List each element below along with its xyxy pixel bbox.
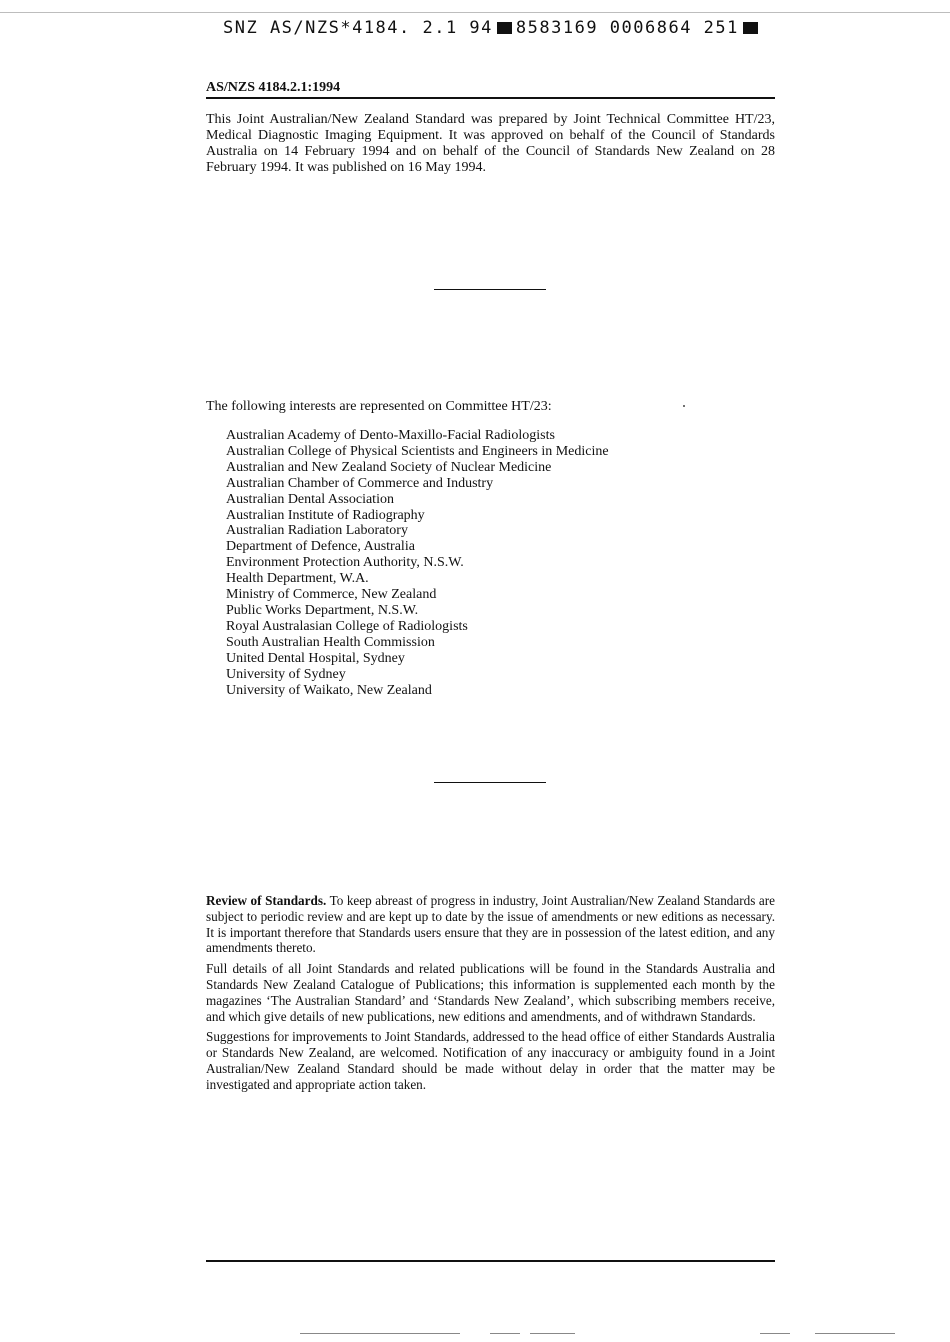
list-item: Health Department, W.A. xyxy=(226,571,369,587)
list-item: Australian Institute of Radiography xyxy=(226,507,425,523)
catalogue-paragraph: Full details of all Joint Standards and related publications will be found in the Standards Australia and Standards New Zealand Catalogue of Publications; this information is supplemented each month by the magazines ‘The Australian Standard’ and ‘Standards New Zealand’, which subscribing members receive, and which give details of new publications, new editions and amendments, and of withdrawn Standards. xyxy=(206,961,775,1024)
scan-edge-line xyxy=(815,1333,895,1334)
catalog-code-part2: 8583169 0006864 251 xyxy=(515,18,739,38)
list-item: Australian Academy of Dento-Maxillo-Facial Radiologists xyxy=(226,428,555,443)
scan-edge-line xyxy=(760,1333,790,1334)
list-item: Royal Australasian College of Radiologists xyxy=(226,618,468,634)
scan-edge-line xyxy=(300,1333,460,1334)
review-paragraph xyxy=(206,893,775,956)
catalog-code-part1: SNZ AS/NZS*4184. 2.1 94 xyxy=(223,18,493,38)
committee-heading: The following interests are represented on Committee HT/23: xyxy=(206,399,552,414)
list-item: University of Waikato, New Zealand xyxy=(226,682,432,698)
footer-rule xyxy=(206,1260,775,1262)
list-item: Ministry of Commerce, New Zealand xyxy=(226,587,437,603)
list-item: United Dental Hospital, Sydney xyxy=(226,650,405,666)
list-item: Environment Protection Authority, N.S.W. xyxy=(226,555,464,571)
document-id: AS/NZS 4184.2.1:1994 xyxy=(206,80,341,95)
list-item: Australian Radiation Laboratory xyxy=(226,523,408,539)
list-item: Department of Defence, Australia xyxy=(226,539,415,555)
scan-edge-line xyxy=(0,12,950,13)
review-heading: Review of Standards. xyxy=(206,893,327,908)
committee-member-list xyxy=(226,428,609,698)
suggestions-paragraph: Suggestions for improvements to Joint Standards, addressed to the head office of either Standards Australia or Standards New Zealand, are welcomed. Notification of any inaccuracy or ambiguity found in a Joint Australian/New Zealand Standard should be made without delay in order that the matter may be investigated and appropriate action taken. xyxy=(206,1029,775,1092)
title-rule xyxy=(206,97,775,99)
catalog-code-header xyxy=(223,18,762,38)
list-item: Australian College of Physical Scientists and Engineers in Medicine xyxy=(226,443,609,459)
section-separator xyxy=(434,289,546,290)
black-block-marker xyxy=(743,22,758,34)
review-of-standards-section xyxy=(206,893,775,1098)
section-separator xyxy=(434,782,546,783)
scan-speck xyxy=(683,405,685,407)
black-block-marker xyxy=(497,22,512,34)
intro-paragraph: This Joint Australian/New Zealand Standard was prepared by Joint Technical Committee HT/23, Medical Diagnostic Imaging Equipment. It was approved on behalf of the Council of Standards Australia on 14 February 1994 and on behalf of the Council of Standards New Zealand on 28 February 1994. It was published on 16 May 1994. xyxy=(206,112,775,175)
list-item: Australian Chamber of Commerce and Industry xyxy=(226,475,494,491)
scan-edge-line xyxy=(490,1333,520,1334)
list-item: Public Works Department, N.S.W. xyxy=(226,602,419,618)
scan-edge-line xyxy=(530,1333,575,1334)
list-item: Australian and New Zealand Society of Nuclear Medicine xyxy=(226,459,552,475)
list-item: University of Sydney xyxy=(226,666,346,682)
review-paragraph-text: To keep abreast of progress in industry, Joint Australian/New Zealand Standards are subject to periodic review and are kept up to date by the issue of amendments or new editions as necessary. It is important therefore that Standards users ensure that they are in possession of the latest edition, and any amendments thereto. xyxy=(206,893,775,956)
list-item: Australian Dental Association xyxy=(226,491,394,507)
list-item: South Australian Health Commission xyxy=(226,634,435,650)
